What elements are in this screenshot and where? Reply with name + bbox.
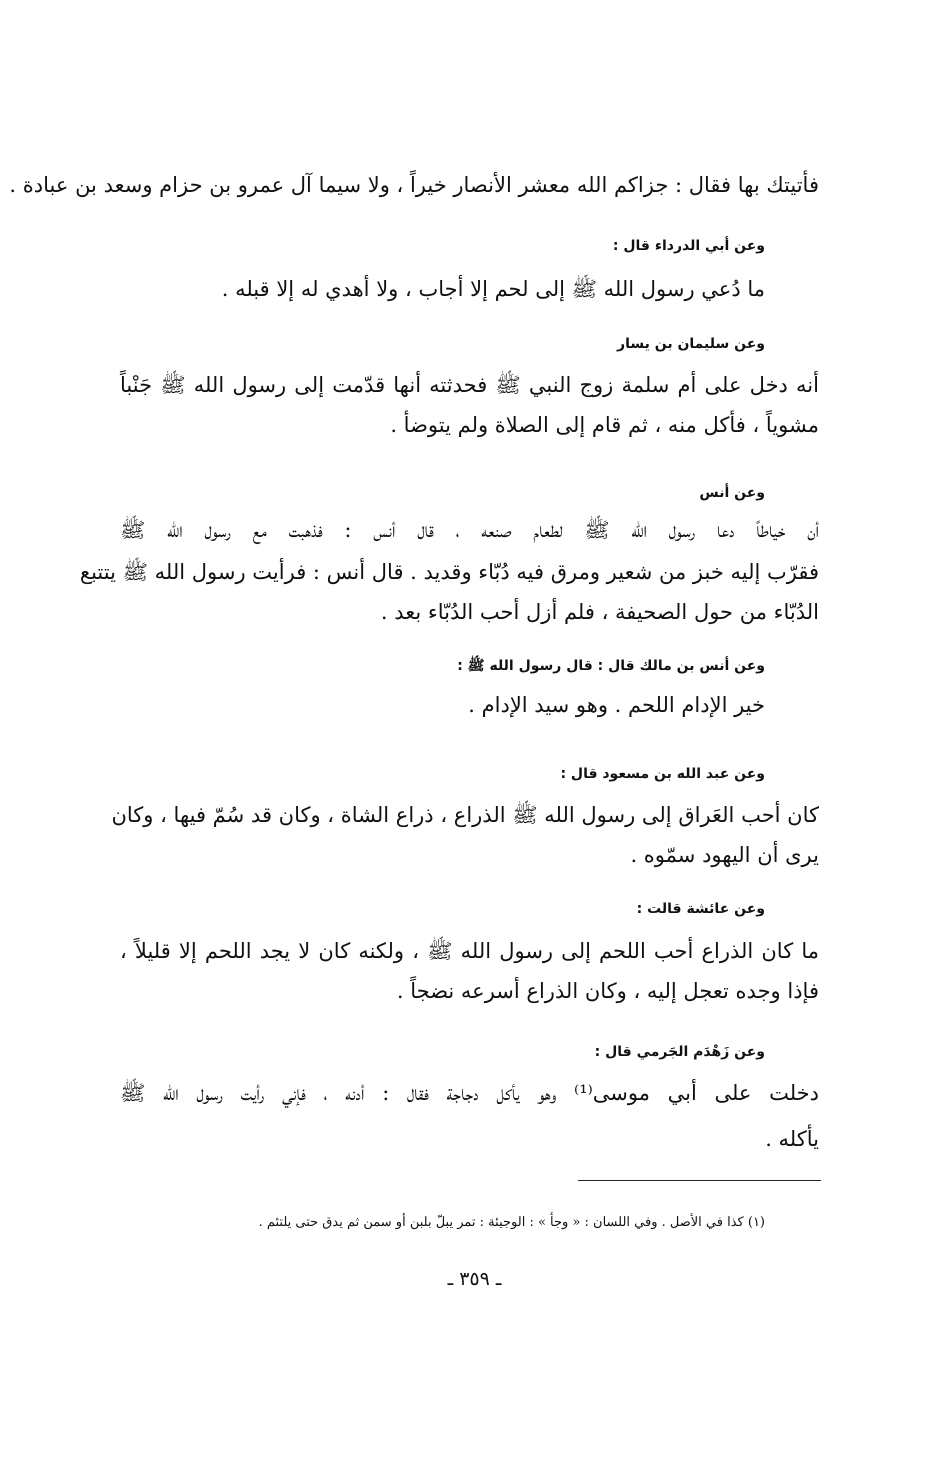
section-heading: وعن عبد الله بن مسعود قال : (560, 766, 765, 782)
text-line: أنه دخل على أم سلمة زوج النبي ﷺ فحدثته أنها قدّمت إلى رسول الله ﷺ جَنْباً (120, 373, 819, 397)
page-number: ـ ٣٥٩ ـ (447, 1268, 502, 1290)
text-line: يرى أن اليهود سمّوه . (630, 843, 819, 867)
section-heading: وعن أنس (699, 485, 765, 501)
text-line: الدُبّاء من حول الصحيفة ، فلم أزل أحب الدُبّاء بعد . (380, 600, 819, 624)
text-line: مشوياً ، فأكل منه ، ثم قام إلى الصلاة ولم يتوضأ . (390, 413, 819, 437)
text-line: خير الإدام اللحم . وهو سيد الإدام . (468, 693, 765, 717)
section-heading: وعن أنس بن مالك قال : قال رسول الله ﷺ : (457, 658, 765, 674)
section-heading: وعن أبي الدرداء قال : (612, 238, 765, 254)
footnote: (١) كذا في الأصل . وفي اللسان : « وجأ » : الوجيئة : تمر يبلّ بلبن أو سمن ثم يدق حتى يلتئم . (258, 1215, 765, 1230)
text-line: فأتيتك بها فقال : جزاكم الله معشر الأنصار خيراً ، ولا سيما آل عمرو بن حزام وسعد بن عبادة . (9, 173, 819, 197)
section-heading: وعن عائشة قالت : (636, 901, 765, 917)
text-line: فإذا وجده تعجل إليه ، وكان الذراع أسرعه نضجاً . (396, 979, 819, 1003)
text-line: ما كان الذراع أحب اللحم إلى رسول الله ﷺ ، ولكنه كان لا يجد اللحم إلا قليلاً ، (120, 939, 819, 963)
text-line: ما دُعي رسول الله ﷺ إلى لحم إلا أجاب ، ولا أهدي له إلا قبله . (221, 277, 765, 301)
section-heading: وعن سليمان بن يسار (617, 336, 765, 352)
text-line: يأكله . (765, 1127, 819, 1151)
section-heading: وعن زَهْدَم الجَرمي قال : (594, 1044, 765, 1060)
text-line: كان أحب العَراق إلى رسول الله ﷺ الذراع ، ذراع الشاة ، وكان قد سُمّ فيها ، وكان (111, 803, 819, 827)
footnote-divider (578, 1180, 821, 1181)
text-line: أن خياطاً دعا رسول الله ﷺ لطعام صنعه ، قال أنس : فذهبت مع رسول الله ﷺ (120, 518, 819, 542)
text-line: فقرّب إليه خبز من شعير ومرق فيه دُبّاء وقديد . قال أنس : فرأيت رسول الله ﷺ يتتبع (79, 560, 819, 584)
text-line: دخلت على أبي موسى⁽¹⁾ وهو يأكل دجاجة فقال : أدنه ، فإني رأيت رسول الله ﷺ (120, 1081, 819, 1105)
